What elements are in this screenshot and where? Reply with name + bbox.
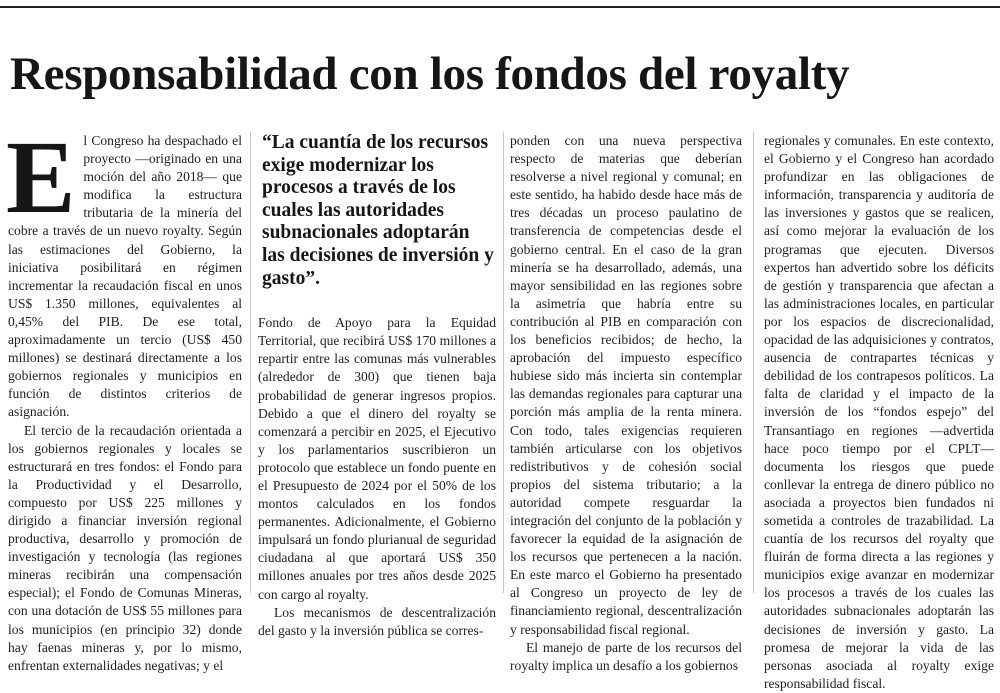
paragraph: Los mecanismos de descentralización del gasto y la inversión pública se corres- (258, 604, 496, 638)
top-rule (0, 6, 1000, 8)
pull-quote: “La cuantía de los recursos exige modernizar los procesos a través de los cuales las autoridades subnacionales adoptarán las decisiones de inversión y gasto”. (262, 132, 494, 289)
paragraph: Fondo de Apoyo para la Equidad Territorial, que recibirá US$ 170 millones a repartir entre las comunas más vulnerables (alrededor de 300) que tienen baja probabilidad de generar ingresos propios. Debido a que el dinero del royalty se comenzará a percibir en 2025, el Ejecutivo y los parlamentarios suscribieron un protocolo que establece un fondo puente en el Presupuesto de 2024 por el 50% de los montos calculados en los fondos permanentes. Adicionalmente, el Gobierno impulsará un fondo plurianual de seguridad ciudadana al que aportará US$ 350 millones anuales por tres años desde 2025 con cargo al royalty. (258, 315, 496, 602)
paragraph: regionales y comunales. En este contexto, el Gobierno y el Congreso han acordado profundizar en las obligaciones de información, transparencia y auditoría de las inversiones y gastos que se realicen, así como mejorar la evaluación de los programas que ejecuten. Diversos expertos han advertido sobre los déficits de gestión y transparencia que afectan a las administraciones locales, en particular por los espacios de discrecionalidad, opacidad de las adquisiciones y contratos, ausencia de contrapartes técnicas y debilidad de los contrapesos políticos. La falta de claridad y el impacto de la inversión de los “fondos espejo” del Transantiago en regiones —advertida hace poco tiempo por el CPLT— documenta los riesgos que puede conllevar la entrega de dinero público no asociada a proyectos bien fundados ni sometida a controles de trazabilidad. La cuantía de los recursos del royalty que fluirán de forma directa a las regiones y municipios exige avanzar en modernizar los procesos a través de los cuales las autoridades subnacionales adoptarán las decisiones de inversión y gasto. La promesa de mejorar la vida de las personas asociada al royalty exige responsabilidad fiscal. (764, 133, 994, 691)
column-4 (764, 132, 994, 693)
column-2 (258, 132, 496, 640)
column-divider (753, 132, 754, 593)
column-divider (250, 132, 251, 593)
column-1 (6, 120, 242, 675)
column-divider (503, 132, 504, 593)
paragraph: ponden con una nueva perspectiva respecto de materias que deberían resolverse a nivel regional y comunal; en este sentido, ha habido desde hace más de tres décadas un proceso paulatino de transferencia de competencias desde el gobierno central. En el caso de la gran minería se ha desarrollado, además, una mayor sensibilidad en las regiones sobre la asimetría que habría entre su contribución al PIB en comparación con los beneficios recibidos; de hecho, la aprobación del impuesto específico hubiese sido más incierta sin contemplar las demandas regionales para capturar una porción más amplia de la renta minera. Con todo, tales exigencias requieren también articularse con los objetivos redistributivos y de cohesión social propios del sistema tributario; a la autoridad compete resguardar la integración del conjunto de la población y favorecer la equidad de la asignación de los recursos que pertenecen a la nación. En este marco el Gobierno ha presentado al Congreso un proyecto de ley de financiamiento regional, descentralización y responsabilidad fiscal regional. (510, 133, 742, 637)
drop-cap: E (6, 120, 76, 235)
paragraph: El tercio de la recaudación orientada a los gobiernos regionales y locales se estructurará en tres fondos: el Fondo para la Productividad y el Desarrollo, compuesto por US$ 225 millones y dirigido a financiar inversión regional productiva, desarrollo y promoción de investigación y tecnología (las regiones mineras recibirán una compensación especial); el Fondo de Comunas Mineras, con una dotación de US$ 55 millones para los municipios (en principio 32) donde hay faenas mineras y, por lo mismo, enfrentan externalidades negativas; y el (8, 422, 242, 673)
paragraph: El manejo de parte de los recursos del royalty implica un desafío a los gobiernos (510, 639, 742, 673)
paragraph: l Congreso ha despachado el proyecto —originado en una moción del año 2018— que modifica la estructura tributaria de la minería del cobre a través de un nuevo royalty. Según las estimaciones del Gobierno, la iniciativa posibilitará en régimen incrementar la recaudación fiscal en unos US$ 1.350 millones, equivalentes al 0,45% del PIB. De ese total, aproximadamente un tercio (US$ 450 millones) se destinará directamente a los gobiernos regionales y municipios en función de distintos criterios de asignación. (8, 133, 242, 420)
headline: Responsabilidad con los fondos del royalty (10, 48, 850, 100)
column-3 (510, 132, 742, 675)
